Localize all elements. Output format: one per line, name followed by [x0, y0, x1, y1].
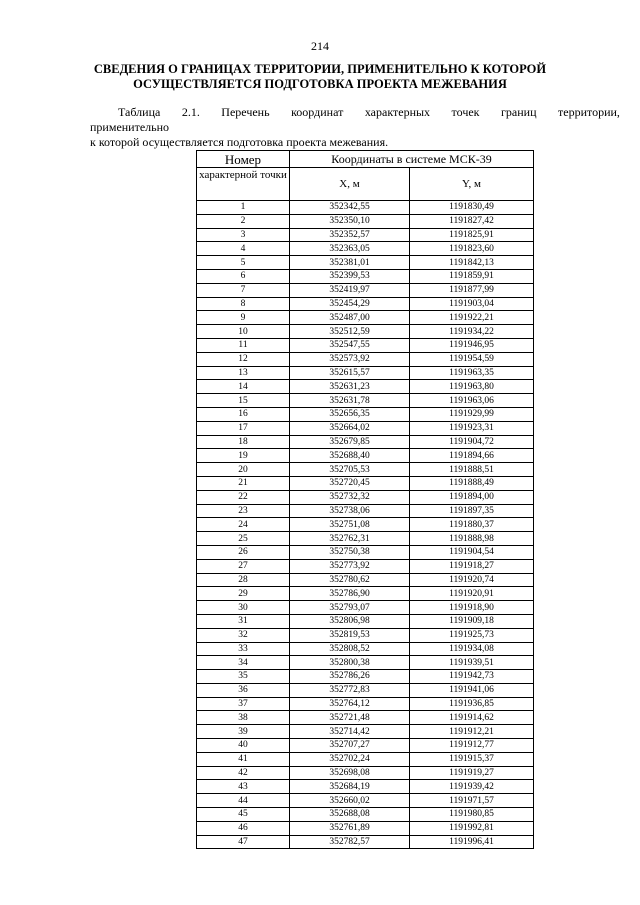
x-coordinate-cell: 352631,23: [290, 380, 410, 394]
point-number-cell: 23: [197, 504, 290, 518]
point-number-cell: 37: [197, 697, 290, 711]
point-number-cell: 7: [197, 283, 290, 297]
y-coordinate-cell: 1191904,54: [410, 545, 534, 559]
x-coordinate-cell: 352793,07: [290, 601, 410, 615]
y-coordinate-cell: 1191992,81: [410, 821, 534, 835]
y-coordinate-cell: 1191888,98: [410, 532, 534, 546]
table-row: [197, 366, 534, 380]
y-coordinate-cell: 1191929,99: [410, 407, 534, 421]
y-coordinate-cell: 1191912,21: [410, 725, 534, 739]
y-coordinate-cell: 1191946,95: [410, 338, 534, 352]
table-row: [197, 490, 534, 504]
point-number-cell: 44: [197, 794, 290, 808]
x-coordinate-cell: 352547,55: [290, 338, 410, 352]
point-number-cell: 26: [197, 545, 290, 559]
y-coordinate-cell: 1191954,59: [410, 352, 534, 366]
y-coordinate-cell: 1191918,90: [410, 601, 534, 615]
y-coordinate-cell: 1191823,60: [410, 242, 534, 256]
x-coordinate-cell: 352702,24: [290, 752, 410, 766]
y-coordinate-cell: 1191919,27: [410, 766, 534, 780]
y-coordinate-cell: 1191963,80: [410, 380, 534, 394]
y-coordinate-cell: 1191830,49: [410, 201, 534, 215]
x-coordinate-cell: 352487,00: [290, 311, 410, 325]
y-coordinate-cell: 1191897,35: [410, 504, 534, 518]
title-line-1: СВЕДЕНИЯ О ГРАНИЦАХ ТЕРРИТОРИИ, ПРИМЕНИТЕЛЬНО К КОТОРОЙ: [93, 62, 547, 76]
table-row: [197, 794, 534, 808]
point-number-cell: 4: [197, 242, 290, 256]
table-row: [197, 766, 534, 780]
table-row: [197, 780, 534, 794]
x-coordinate-cell: 352738,06: [290, 504, 410, 518]
page-number: 214: [311, 39, 329, 53]
y-coordinate-cell: 1191888,49: [410, 476, 534, 490]
x-coordinate-cell: 352688,40: [290, 449, 410, 463]
header-x: X, м: [290, 168, 410, 201]
y-coordinate-cell: 1191923,31: [410, 421, 534, 435]
x-coordinate-cell: 352773,92: [290, 559, 410, 573]
y-coordinate-cell: 1191980,85: [410, 808, 534, 822]
table-row: [197, 835, 534, 849]
point-number-cell: 43: [197, 780, 290, 794]
point-number-cell: 35: [197, 670, 290, 684]
x-coordinate-cell: 352660,02: [290, 794, 410, 808]
table-row: [197, 463, 534, 477]
point-number-cell: 3: [197, 228, 290, 242]
point-number-cell: 42: [197, 766, 290, 780]
x-coordinate-cell: 352720,45: [290, 476, 410, 490]
table-row: [197, 380, 534, 394]
point-number-cell: 19: [197, 449, 290, 463]
table-row: [197, 256, 534, 270]
point-number-cell: 47: [197, 835, 290, 849]
table-row: [197, 752, 534, 766]
x-coordinate-cell: 352707,27: [290, 739, 410, 753]
y-coordinate-cell: 1191920,74: [410, 573, 534, 587]
point-number-cell: 34: [197, 656, 290, 670]
table-row: [197, 407, 534, 421]
x-coordinate-cell: 352350,10: [290, 214, 410, 228]
caption-word: координат: [291, 105, 344, 119]
y-coordinate-cell: 1191825,91: [410, 228, 534, 242]
x-coordinate-cell: 352631,78: [290, 394, 410, 408]
y-coordinate-cell: 1191996,41: [410, 835, 534, 849]
point-number-cell: 31: [197, 614, 290, 628]
y-coordinate-cell: 1191909,18: [410, 614, 534, 628]
table-row: [197, 518, 534, 532]
point-number-cell: 40: [197, 739, 290, 753]
x-coordinate-cell: 352352,57: [290, 228, 410, 242]
point-number-cell: 27: [197, 559, 290, 573]
y-coordinate-cell: 1191894,00: [410, 490, 534, 504]
y-coordinate-cell: 1191842,13: [410, 256, 534, 270]
y-coordinate-cell: 1191971,57: [410, 794, 534, 808]
y-coordinate-cell: 1191888,51: [410, 463, 534, 477]
y-coordinate-cell: 1191939,51: [410, 656, 534, 670]
y-coordinate-cell: 1191963,35: [410, 366, 534, 380]
x-coordinate-cell: 352664,02: [290, 421, 410, 435]
table-row: [197, 269, 534, 283]
y-coordinate-cell: 1191934,22: [410, 325, 534, 339]
point-number-cell: 5: [197, 256, 290, 270]
x-coordinate-cell: 352761,89: [290, 821, 410, 835]
table-row: [197, 325, 534, 339]
point-number-cell: 15: [197, 394, 290, 408]
table-row: [197, 214, 534, 228]
table-row: [197, 435, 534, 449]
table-row: [197, 670, 534, 684]
point-number-cell: 18: [197, 435, 290, 449]
table-caption-line-2: применительно: [90, 120, 170, 134]
table-row: [197, 642, 534, 656]
header-coordinate-system: Координаты в системе МСК-39: [290, 151, 534, 168]
table-row: [197, 242, 534, 256]
point-number-cell: 10: [197, 325, 290, 339]
point-number-cell: 9: [197, 311, 290, 325]
y-coordinate-cell: 1191904,72: [410, 435, 534, 449]
y-coordinate-cell: 1191939,42: [410, 780, 534, 794]
table-row: [197, 614, 534, 628]
point-number-cell: 28: [197, 573, 290, 587]
x-coordinate-cell: 352819,53: [290, 628, 410, 642]
y-coordinate-cell: 1191963,06: [410, 394, 534, 408]
table-row: [197, 228, 534, 242]
table-row: [197, 559, 534, 573]
caption-word: 2.1.: [181, 105, 200, 119]
table-caption-line-1: [90, 106, 620, 119]
x-coordinate-cell: 352721,48: [290, 711, 410, 725]
y-coordinate-cell: 1191880,37: [410, 518, 534, 532]
table-row: [197, 449, 534, 463]
point-number-cell: 14: [197, 380, 290, 394]
table-row: [197, 821, 534, 835]
x-coordinate-cell: 352806,98: [290, 614, 410, 628]
table-row: [197, 697, 534, 711]
point-number-cell: 24: [197, 518, 290, 532]
y-coordinate-cell: 1191942,73: [410, 670, 534, 684]
caption-word: характерных: [364, 105, 431, 119]
point-number-cell: 1: [197, 201, 290, 215]
y-coordinate-cell: 1191936,85: [410, 697, 534, 711]
point-number-cell: 17: [197, 421, 290, 435]
point-number-cell: 21: [197, 476, 290, 490]
caption-word: границ: [501, 105, 537, 119]
table-row: [197, 352, 534, 366]
caption-word: Перечень: [221, 105, 270, 119]
table-row: [197, 808, 534, 822]
point-number-cell: 33: [197, 642, 290, 656]
x-coordinate-cell: 352750,38: [290, 545, 410, 559]
x-coordinate-cell: 352764,12: [290, 697, 410, 711]
y-coordinate-cell: 1191925,73: [410, 628, 534, 642]
x-coordinate-cell: 352656,35: [290, 407, 410, 421]
point-number-cell: 2: [197, 214, 290, 228]
document-title: [60, 62, 580, 92]
table-row: [197, 297, 534, 311]
y-coordinate-cell: 1191922,21: [410, 311, 534, 325]
table-row: [197, 725, 534, 739]
x-coordinate-cell: 352698,08: [290, 766, 410, 780]
table-row: [197, 338, 534, 352]
x-coordinate-cell: 352751,08: [290, 518, 410, 532]
table-body: [197, 201, 534, 849]
header-point: характерной точки: [197, 168, 290, 201]
y-coordinate-cell: 1191877,99: [410, 283, 534, 297]
y-coordinate-cell: 1191859,91: [410, 269, 534, 283]
table-row: [197, 476, 534, 490]
point-number-cell: 25: [197, 532, 290, 546]
x-coordinate-cell: 352342,55: [290, 201, 410, 215]
table-row: [197, 628, 534, 642]
table-caption-line-3: к которой осуществляется подготовка проекта межевания.: [90, 135, 389, 149]
table-row: [197, 573, 534, 587]
x-coordinate-cell: 352684,19: [290, 780, 410, 794]
point-number-cell: 16: [197, 407, 290, 421]
table-row: [197, 587, 534, 601]
table-row: [197, 421, 534, 435]
point-number-cell: 22: [197, 490, 290, 504]
header-number: Номер: [197, 151, 290, 168]
x-coordinate-cell: 352615,57: [290, 366, 410, 380]
table-row: [197, 545, 534, 559]
header-y: Y, м: [410, 168, 534, 201]
x-coordinate-cell: 352419,97: [290, 283, 410, 297]
y-coordinate-cell: 1191903,04: [410, 297, 534, 311]
table-row: [197, 201, 534, 215]
point-number-cell: 45: [197, 808, 290, 822]
x-coordinate-cell: 352786,26: [290, 670, 410, 684]
table-row: [197, 504, 534, 518]
x-coordinate-cell: 352762,31: [290, 532, 410, 546]
table-row: [197, 394, 534, 408]
x-coordinate-cell: 352363,05: [290, 242, 410, 256]
table-row: [197, 532, 534, 546]
point-number-cell: 46: [197, 821, 290, 835]
y-coordinate-cell: 1191914,62: [410, 711, 534, 725]
x-coordinate-cell: 352732,32: [290, 490, 410, 504]
table-row: [197, 601, 534, 615]
point-number-cell: 39: [197, 725, 290, 739]
y-coordinate-cell: 1191941,06: [410, 683, 534, 697]
table-row: [197, 283, 534, 297]
y-coordinate-cell: 1191827,42: [410, 214, 534, 228]
y-coordinate-cell: 1191894,66: [410, 449, 534, 463]
caption-word: точек: [451, 105, 480, 119]
x-coordinate-cell: 352381,01: [290, 256, 410, 270]
point-number-cell: 38: [197, 711, 290, 725]
table-row: [197, 711, 534, 725]
point-number-cell: 32: [197, 628, 290, 642]
point-number-cell: 36: [197, 683, 290, 697]
x-coordinate-cell: 352688,08: [290, 808, 410, 822]
title-line-2: ОСУЩЕСТВЛЯЕТСЯ ПОДГОТОВКА ПРОЕКТА МЕЖЕВАНИЯ: [133, 77, 507, 91]
point-number-cell: 12: [197, 352, 290, 366]
coordinates-table: [196, 150, 534, 849]
y-coordinate-cell: 1191934,08: [410, 642, 534, 656]
point-number-cell: 20: [197, 463, 290, 477]
table-row: [197, 683, 534, 697]
point-number-cell: 41: [197, 752, 290, 766]
x-coordinate-cell: 352714,42: [290, 725, 410, 739]
y-coordinate-cell: 1191920,91: [410, 587, 534, 601]
x-coordinate-cell: 352780,62: [290, 573, 410, 587]
x-coordinate-cell: 352512,59: [290, 325, 410, 339]
x-coordinate-cell: 352679,85: [290, 435, 410, 449]
x-coordinate-cell: 352808,52: [290, 642, 410, 656]
x-coordinate-cell: 352399,53: [290, 269, 410, 283]
point-number-cell: 30: [197, 601, 290, 615]
table-row: [197, 311, 534, 325]
caption-word: территории,: [558, 105, 620, 119]
x-coordinate-cell: 352705,53: [290, 463, 410, 477]
y-coordinate-cell: 1191918,27: [410, 559, 534, 573]
point-number-cell: 29: [197, 587, 290, 601]
point-number-cell: 11: [197, 338, 290, 352]
caption-word: Таблица: [118, 105, 161, 119]
x-coordinate-cell: 352454,29: [290, 297, 410, 311]
table-row: [197, 739, 534, 753]
y-coordinate-cell: 1191915,37: [410, 752, 534, 766]
point-number-cell: 8: [197, 297, 290, 311]
point-number-cell: 13: [197, 366, 290, 380]
x-coordinate-cell: 352782,57: [290, 835, 410, 849]
table-row: [197, 656, 534, 670]
x-coordinate-cell: 352573,92: [290, 352, 410, 366]
y-coordinate-cell: 1191912,77: [410, 739, 534, 753]
x-coordinate-cell: 352786,90: [290, 587, 410, 601]
point-number-cell: 6: [197, 269, 290, 283]
x-coordinate-cell: 352772,83: [290, 683, 410, 697]
x-coordinate-cell: 352800,38: [290, 656, 410, 670]
